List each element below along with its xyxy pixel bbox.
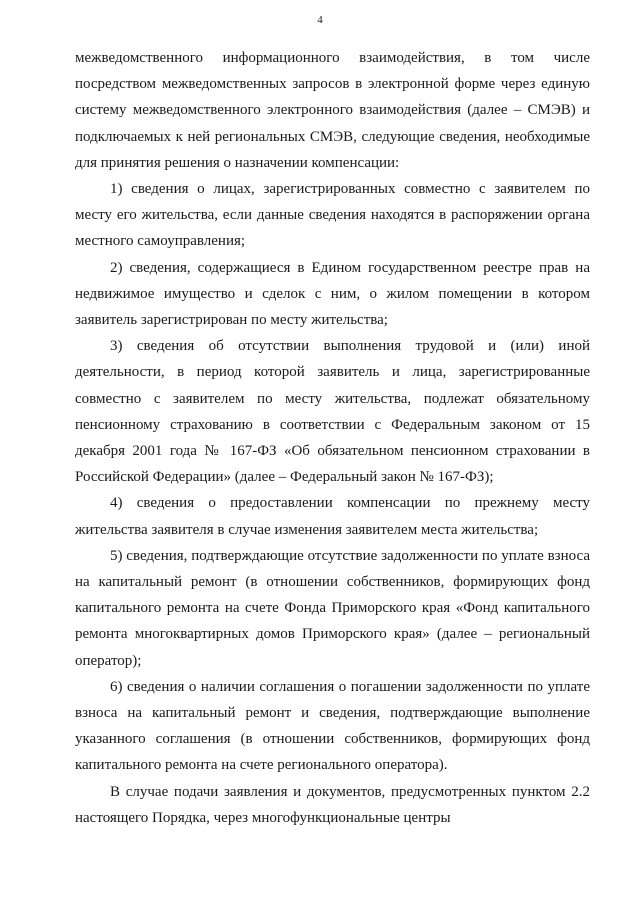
paragraph-continuation: межведомственного информационного взаимодействия, в том числе посредством межведомственных запросов в электронной форме через единую систему межведомственного электронного взаимодействия (далее – СМЭВ) и подключаемых к ней региональных СМЭВ, следующие сведения, необходимые для принятия решения о назначении компенсации: (75, 50, 590, 171)
list-item-4: 4) сведения о предоставлении компенсации по прежнему месту жительства заявителя в случае изменения заявителем места жительства; (75, 495, 590, 538)
page-number: 4 (317, 14, 323, 26)
list-item-6: 6) сведения о наличии соглашения о погашении задолженности по уплате взноса на капитальный ремонт и сведения, подтверждающие выполнение указанного соглашения (в отношении собственников, формирующих фонд капитального ремонта на счете регионального оператора). (75, 678, 590, 774)
list-item-1: 1) сведения о лицах, зарегистрированных совместно с заявителем по месту его жительства, если данные сведения находятся в распоряжении органа местного самоуправления; (75, 181, 590, 250)
list-item-3: 3) сведения об отсутствии выполнения трудовой и (или) иной деятельности, в период которой заявитель и лица, зарегистрированные совместно с заявителем по месту жительства, подлежат обязательному пенсионному страхованию в соответствии с Федеральным законом от 15 декабря 2001 года № 167-ФЗ «Об обязательном пенсионном страховании в Российской Федерации» (далее – Федеральный закон № 167-ФЗ); (75, 338, 590, 486)
list-item-5: 5) сведения, подтверждающие отсутствие задолженности по уплате взноса на капитальный ремонт (в отношении собственников, формирующих фонд капитального ремонта на счете Фонда Приморского края «Фонд капитального ремонта многоквартирных домов Приморского края» (далее – региональный оператор); (75, 547, 590, 669)
document-body (75, 45, 590, 831)
list-item-2: 2) сведения, содержащиеся в Едином государственном реестре прав на недвижимое имущество и сделок с ним, о жилом помещении в котором заявитель зарегистрирован по месту жительства; (75, 259, 590, 329)
paragraph-mfc: В случае подачи заявления и документов, предусмотренных пунктом 2.2 настоящего Порядка, через многофункциональные центры (75, 783, 590, 826)
